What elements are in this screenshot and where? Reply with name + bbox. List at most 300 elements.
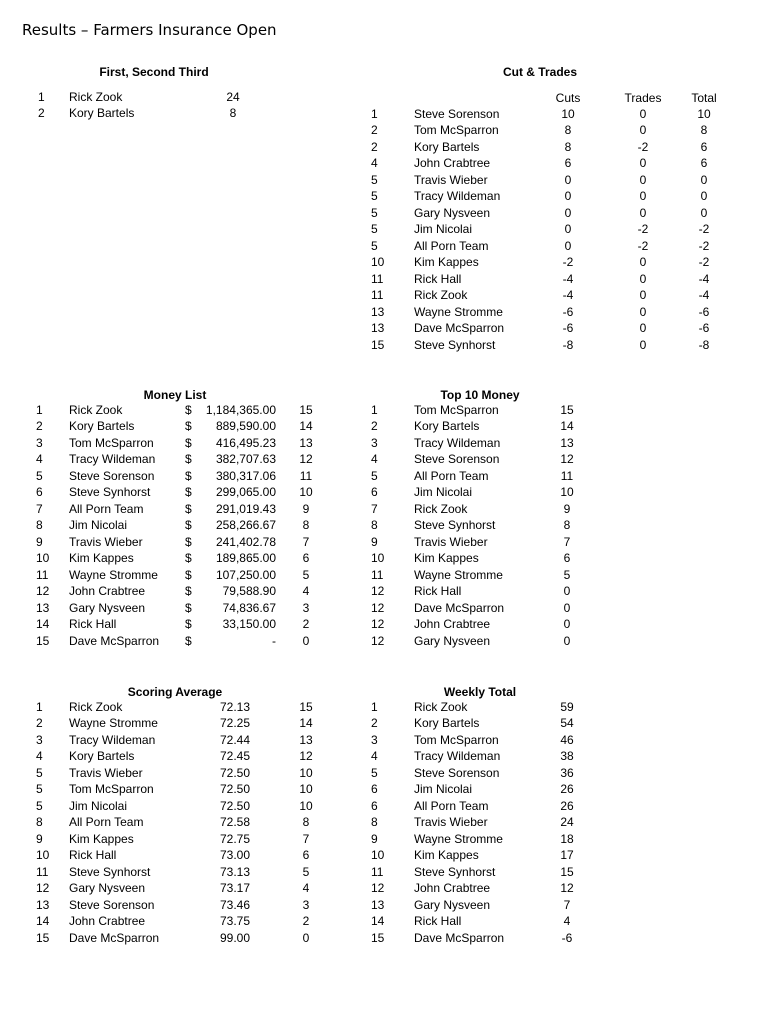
average-cell: 99.00 <box>219 930 250 945</box>
rank-cell: 7 <box>36 501 43 516</box>
total-cell: -2 <box>698 222 710 237</box>
points-cell: 3 <box>302 600 310 615</box>
total-cell: 6 <box>700 139 708 154</box>
table-row <box>0 107 768 124</box>
points-cell: 13 <box>299 435 313 450</box>
rank-cell: 12 <box>371 617 385 632</box>
name-cell: Steve Synhorst <box>414 337 496 352</box>
total-cell: 8 <box>700 123 708 138</box>
currency-cell: $ <box>185 452 192 467</box>
rank-cell: 10 <box>36 848 50 863</box>
table-row <box>0 815 768 832</box>
trades-cell: 0 <box>639 172 647 187</box>
table-row <box>0 733 768 750</box>
name-cell: Tracy Wildeman <box>69 732 156 747</box>
trades-cell: 0 <box>639 189 647 204</box>
points-cell: 10 <box>299 782 313 797</box>
currency-cell: $ <box>185 435 192 450</box>
points-cell: 0 <box>302 633 310 648</box>
rank-cell: 12 <box>371 633 385 648</box>
rank-cell: 5 <box>371 238 378 253</box>
name-cell: Rick Hall <box>414 584 462 599</box>
amount-cell: 291,019.43 <box>215 501 276 516</box>
trades-cell: 0 <box>639 288 647 303</box>
trades-cell: 0 <box>639 123 647 138</box>
points-cell: 14 <box>299 716 313 731</box>
table-row <box>0 502 768 519</box>
rank-cell: 9 <box>36 831 43 846</box>
cuts-cell: 0 <box>564 172 572 187</box>
name-cell: Rick Zook <box>69 700 123 714</box>
cuts-cell: -2 <box>562 255 574 270</box>
value-cell: 0 <box>563 617 571 632</box>
rank-cell: 13 <box>36 600 50 615</box>
rank-cell: 12 <box>36 881 50 896</box>
name-cell: Kory Bartels <box>69 106 135 121</box>
rank-cell: 1 <box>371 700 378 714</box>
table-row <box>0 469 768 486</box>
rank-cell: 1 <box>371 403 378 417</box>
points-cell: 7 <box>302 534 310 549</box>
average-cell: 73.00 <box>219 848 250 863</box>
rank-cell: 5 <box>371 222 378 237</box>
points-cell: 2 <box>302 617 310 632</box>
points-cell: 13 <box>299 732 313 747</box>
points-cell: 15 <box>299 403 313 417</box>
total-cell: 10 <box>697 107 711 121</box>
rank-cell: 15 <box>36 633 50 648</box>
table-row <box>0 848 768 865</box>
trades-cell: 0 <box>639 321 647 336</box>
name-cell: Dave McSparron <box>414 930 505 945</box>
rank-cell: 11 <box>371 271 384 286</box>
rank-cell: 12 <box>371 584 385 599</box>
trades-cell: -2 <box>637 222 649 237</box>
value-cell: 0 <box>563 584 571 599</box>
rank-cell: 2 <box>371 716 378 731</box>
points-cell: 14 <box>299 419 313 434</box>
name-cell: John Crabtree <box>414 617 491 632</box>
rank-cell: 5 <box>371 172 378 187</box>
rank-cell: 5 <box>36 782 43 797</box>
cuts-cell: 8 <box>564 139 572 154</box>
currency-cell: $ <box>185 468 192 483</box>
rank-cell: 10 <box>371 255 385 270</box>
total-cell: 0 <box>700 189 708 204</box>
rank-cell: 3 <box>371 732 378 747</box>
weekly-total-title: Weekly Total <box>443 685 517 699</box>
value-cell: 8 <box>229 106 237 121</box>
rank-cell: 9 <box>371 831 378 846</box>
trades-cell: 0 <box>639 304 647 319</box>
amount-cell: 33,150.00 <box>222 617 276 632</box>
currency-cell: $ <box>185 419 192 434</box>
rank-cell: 1 <box>38 90 45 104</box>
points-cell: 8 <box>302 815 310 830</box>
top10-money-title: Top 10 Money <box>440 388 520 402</box>
name-cell: All Porn Team <box>414 238 489 253</box>
currency-cell: $ <box>185 567 192 582</box>
table-row <box>0 403 768 420</box>
rank-cell: 5 <box>371 189 378 204</box>
table-row <box>0 931 768 948</box>
currency-cell: $ <box>185 551 192 566</box>
table-row <box>0 551 768 568</box>
name-cell: Tracy Wildeman <box>414 749 501 764</box>
name-cell: Wayne Stromme <box>414 304 503 319</box>
table-row <box>0 189 768 206</box>
table-row <box>0 222 768 239</box>
name-cell: Tom McSparron <box>414 732 499 747</box>
total-cell: -4 <box>698 288 710 303</box>
rank-cell: 2 <box>371 123 378 138</box>
amount-cell: 380,317.06 <box>215 468 276 483</box>
name-cell: Rick Zook <box>69 403 123 417</box>
value-cell: 10 <box>560 485 574 500</box>
value-cell: 0 <box>563 600 571 615</box>
rank-cell: 5 <box>36 798 43 813</box>
scoring-average-title: Scoring Average <box>127 685 223 699</box>
rank-cell: 7 <box>371 501 378 516</box>
rank-cell: 12 <box>371 881 385 896</box>
cuts-cell: 6 <box>564 156 572 171</box>
trades-cell: 0 <box>639 255 647 270</box>
name-cell: Tom McSparron <box>414 123 499 138</box>
value-cell: 26 <box>560 782 574 797</box>
value-cell: 38 <box>560 749 574 764</box>
table-row <box>0 617 768 634</box>
rank-cell: 2 <box>36 716 43 731</box>
currency-cell: $ <box>185 617 192 632</box>
table-row <box>0 485 768 502</box>
cuts-cell: 0 <box>564 238 572 253</box>
cuts-cell: 0 <box>564 205 572 220</box>
points-cell: 6 <box>302 848 310 863</box>
value-cell: 54 <box>560 716 574 731</box>
rank-cell: 2 <box>371 139 378 154</box>
total-cell: -6 <box>698 321 710 336</box>
rank-cell: 4 <box>371 452 378 467</box>
rank-cell: 13 <box>36 897 50 912</box>
value-cell: 26 <box>560 798 574 813</box>
average-cell: 72.58 <box>219 815 250 830</box>
rank-cell: 6 <box>371 798 378 813</box>
rank-cell: 2 <box>371 419 378 434</box>
name-cell: Rick Zook <box>414 700 468 714</box>
cuts-header: Cuts <box>555 91 581 105</box>
name-cell: Travis Wieber <box>414 172 488 187</box>
name-cell: All Porn Team <box>414 798 489 813</box>
amount-cell: 1,184,365.00 <box>205 403 276 417</box>
currency-cell: $ <box>185 501 192 516</box>
rank-cell: 3 <box>36 435 43 450</box>
currency-cell: $ <box>185 485 192 500</box>
points-cell: 5 <box>302 567 310 582</box>
points-cell: 2 <box>302 914 310 929</box>
table-row <box>0 288 768 305</box>
value-cell: 5 <box>563 567 571 582</box>
value-cell: 12 <box>560 881 574 896</box>
table-row <box>0 881 768 898</box>
table-row <box>0 584 768 601</box>
points-cell: 6 <box>302 551 310 566</box>
trades-cell: 0 <box>639 271 647 286</box>
average-cell: 72.13 <box>219 700 250 714</box>
table-row <box>0 452 768 469</box>
value-cell: 12 <box>560 452 574 467</box>
points-cell: 15 <box>299 700 313 714</box>
rank-cell: 11 <box>371 864 384 879</box>
page-title: Results – Farmers Insurance Open <box>22 21 277 39</box>
table-row <box>0 749 768 766</box>
name-cell: Dave McSparron <box>414 321 505 336</box>
table-row <box>0 634 768 651</box>
table-row <box>0 140 768 157</box>
name-cell: Wayne Stromme <box>69 716 158 731</box>
points-cell: 12 <box>299 749 313 764</box>
value-cell: 18 <box>560 831 574 846</box>
cuts-cell: -6 <box>562 321 574 336</box>
table-row <box>0 535 768 552</box>
value-cell: 15 <box>560 864 574 879</box>
name-cell: Kory Bartels <box>69 419 135 434</box>
cuts-cell: -6 <box>562 304 574 319</box>
rank-cell: 12 <box>371 600 385 615</box>
total-cell: 0 <box>700 172 708 187</box>
money-list-title: Money List <box>143 388 207 402</box>
name-cell: All Porn Team <box>69 501 144 516</box>
trades-cell: 0 <box>639 107 647 121</box>
name-cell: Rick Hall <box>69 617 117 632</box>
table-row <box>0 518 768 535</box>
points-cell: 9 <box>302 501 310 516</box>
cuts-cell: 0 <box>564 189 572 204</box>
name-cell: All Porn Team <box>414 468 489 483</box>
table-row <box>0 338 768 355</box>
cuts-cell: -8 <box>562 337 574 352</box>
rank-cell: 3 <box>36 732 43 747</box>
name-cell: Travis Wieber <box>69 765 143 780</box>
rank-cell: 15 <box>371 930 385 945</box>
name-cell: Dave McSparron <box>69 633 160 648</box>
table-row <box>0 272 768 289</box>
rank-cell: 11 <box>371 567 384 582</box>
total-header: Total <box>691 91 717 105</box>
value-cell: 11 <box>560 468 574 483</box>
name-cell: Rick Zook <box>414 288 468 303</box>
value-cell: 36 <box>560 765 574 780</box>
table-row <box>0 239 768 256</box>
points-cell: 10 <box>299 765 313 780</box>
rank-cell: 15 <box>371 337 385 352</box>
average-cell: 72.25 <box>219 716 250 731</box>
name-cell: Gary Nysveen <box>69 600 146 615</box>
amount-cell: 74,836.67 <box>222 600 276 615</box>
value-cell: 13 <box>560 435 574 450</box>
points-cell: 7 <box>302 831 310 846</box>
value-cell: 9 <box>563 501 571 516</box>
name-cell: Steve Sorenson <box>414 452 500 467</box>
value-cell: 0 <box>563 633 571 648</box>
amount-cell: - <box>272 633 276 648</box>
trades-header: Trades <box>624 91 662 105</box>
value-cell: 7 <box>563 534 571 549</box>
name-cell: Tom McSparron <box>69 435 154 450</box>
amount-cell: 107,250.00 <box>215 567 276 582</box>
value-cell: 59 <box>560 700 574 714</box>
value-cell: 15 <box>560 403 574 417</box>
currency-cell: $ <box>185 633 192 648</box>
table-row <box>0 766 768 783</box>
name-cell: Tom McSparron <box>414 403 499 417</box>
points-cell: 4 <box>302 881 310 896</box>
name-cell: Dave McSparron <box>69 930 160 945</box>
rank-cell: 4 <box>36 452 43 467</box>
points-cell: 4 <box>302 584 310 599</box>
name-cell: Tracy Wildeman <box>414 189 501 204</box>
table-row <box>0 419 768 436</box>
average-cell: 73.13 <box>219 864 250 879</box>
name-cell: Kim Kappes <box>414 551 479 566</box>
name-cell: Kim Kappes <box>69 551 134 566</box>
name-cell: Gary Nysveen <box>414 633 491 648</box>
name-cell: All Porn Team <box>69 815 144 830</box>
rank-cell: 14 <box>371 914 385 929</box>
name-cell: Tom McSparron <box>69 782 154 797</box>
average-cell: 73.17 <box>219 881 250 896</box>
rank-cell: 5 <box>371 765 378 780</box>
table-row <box>0 173 768 190</box>
value-cell: 24 <box>560 815 574 830</box>
table-row <box>0 914 768 931</box>
trades-cell: 0 <box>639 205 647 220</box>
table-row <box>0 305 768 322</box>
points-cell: 10 <box>299 485 313 500</box>
name-cell: Kory Bartels <box>414 139 480 154</box>
value-cell: 14 <box>560 419 574 434</box>
total-cell: 0 <box>700 205 708 220</box>
name-cell: Rick Zook <box>414 501 468 516</box>
currency-cell: $ <box>185 600 192 615</box>
rank-cell: 9 <box>36 534 43 549</box>
name-cell: John Crabtree <box>69 584 146 599</box>
name-cell: Steve Sorenson <box>414 765 500 780</box>
name-cell: Tracy Wildeman <box>414 435 501 450</box>
name-cell: Wayne Stromme <box>69 567 158 582</box>
average-cell: 72.50 <box>219 765 250 780</box>
rank-cell: 14 <box>36 617 50 632</box>
name-cell: John Crabtree <box>69 914 146 929</box>
average-cell: 72.44 <box>219 732 250 747</box>
rank-cell: 14 <box>36 914 50 929</box>
value-cell: 17 <box>560 848 574 863</box>
currency-cell: $ <box>185 518 192 533</box>
rank-cell: 5 <box>36 765 43 780</box>
rank-cell: 4 <box>371 749 378 764</box>
currency-cell: $ <box>185 584 192 599</box>
rank-cell: 6 <box>36 485 43 500</box>
amount-cell: 189,865.00 <box>215 551 276 566</box>
average-cell: 72.45 <box>219 749 250 764</box>
average-cell: 72.50 <box>219 782 250 797</box>
name-cell: Tracy Wildeman <box>69 452 156 467</box>
value-cell: -6 <box>561 930 573 945</box>
total-cell: -6 <box>698 304 710 319</box>
points-cell: 10 <box>299 798 313 813</box>
table-row <box>0 568 768 585</box>
rank-cell: 11 <box>371 288 384 303</box>
total-cell: 6 <box>700 156 708 171</box>
rank-cell: 10 <box>371 551 385 566</box>
points-cell: 5 <box>302 864 310 879</box>
amount-cell: 241,402.78 <box>215 534 276 549</box>
trades-cell: -2 <box>637 238 649 253</box>
rank-cell: 10 <box>371 848 385 863</box>
cuts-cell: -4 <box>562 271 574 286</box>
name-cell: Kory Bartels <box>69 749 135 764</box>
name-cell: Steve Synhorst <box>414 518 496 533</box>
rank-cell: 10 <box>36 551 50 566</box>
name-cell: Steve Sorenson <box>69 897 155 912</box>
rank-cell: 1 <box>36 403 43 417</box>
name-cell: Steve Synhorst <box>69 485 151 500</box>
currency-cell: $ <box>185 534 192 549</box>
currency-cell: $ <box>185 403 192 417</box>
points-cell: 8 <box>302 518 310 533</box>
name-cell: Steve Sorenson <box>69 468 155 483</box>
cuts-cell: 8 <box>564 123 572 138</box>
name-cell: Kory Bartels <box>414 419 480 434</box>
cut-trades-title: Cut & Trades <box>502 65 577 79</box>
points-cell: 11 <box>299 468 313 483</box>
rank-cell: 13 <box>371 304 385 319</box>
rank-cell: 4 <box>36 749 43 764</box>
name-cell: Kory Bartels <box>414 716 480 731</box>
points-cell: 3 <box>302 897 310 912</box>
name-cell: Travis Wieber <box>414 815 488 830</box>
table-row <box>0 898 768 915</box>
value-cell: 46 <box>560 732 574 747</box>
rank-cell: 1 <box>36 700 43 714</box>
name-cell: Gary Nysveen <box>414 205 491 220</box>
table-row <box>0 700 768 717</box>
table-row <box>0 832 768 849</box>
amount-cell: 79,588.90 <box>222 584 276 599</box>
rank-cell: 13 <box>371 321 385 336</box>
table-row <box>0 123 768 140</box>
table-row <box>0 716 768 733</box>
points-cell: 12 <box>299 452 313 467</box>
name-cell: Steve Sorenson <box>414 107 500 121</box>
average-cell: 73.75 <box>219 914 250 929</box>
value-cell: 24 <box>226 90 240 104</box>
table-row <box>0 436 768 453</box>
total-cell: -8 <box>698 337 710 352</box>
name-cell: Jim Nicolai <box>414 485 473 500</box>
trades-cell: -2 <box>637 139 649 154</box>
name-cell: Jim Nicolai <box>69 518 128 533</box>
rank-cell: 8 <box>36 518 43 533</box>
table-row <box>0 156 768 173</box>
amount-cell: 258,266.67 <box>215 518 276 533</box>
rank-cell: 8 <box>36 815 43 830</box>
name-cell: Rick Hall <box>69 848 117 863</box>
table-row <box>0 206 768 223</box>
name-cell: Travis Wieber <box>69 534 143 549</box>
rank-cell: 9 <box>371 534 378 549</box>
rank-cell: 8 <box>371 815 378 830</box>
rank-cell: 8 <box>371 518 378 533</box>
